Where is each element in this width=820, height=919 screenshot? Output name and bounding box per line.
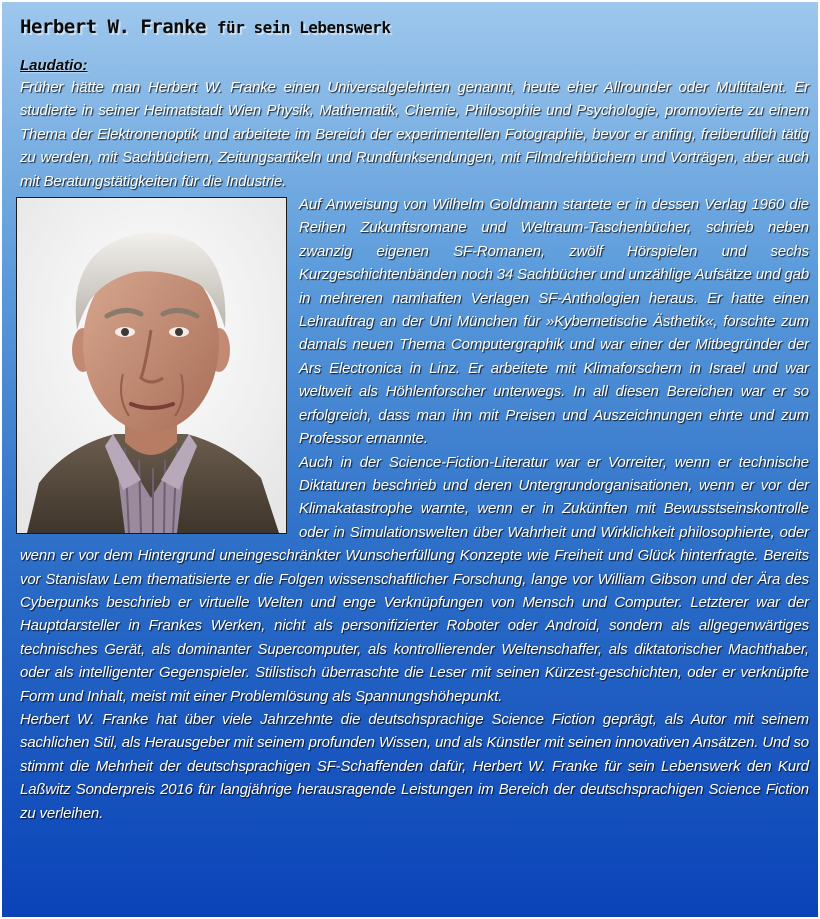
paragraph-career: Auf Anweisung von Wilhelm Goldmann startete er in dessen Verlag 1960 die Reihen Zukunftsromane und Weltraum-Taschenbücher, schrieb neben zwanzig eigenen SF-Romanen, zwölf Hörspielen und sechs Kurzgeschichtenbänden noch 34 Sachbücher und unzählige Aufsätze und gab in mehreren namhaften Verlagen SF-Anthologien heraus. Er hatte einen Lehrauftrag an der Uni München für »Kybernetische Ästhetik«, forschte zum damals neuen Thema Computergraphik und war einer der Mitbegründer der Ars Electronica in Linz. Er arbeitete mit Klimaforschern in Israel und war weltweit als Höhlenforscher unterwegs. In all diesen Bereichen war er so erfolgreich, dass man ihn mit Preisen und Auszeichnungen ehrte und zum Professor ernannte. bbox=[299, 196, 810, 448]
laudatio-text bbox=[20, 56, 809, 825]
title-name: Herbert W. Franke bbox=[20, 16, 206, 38]
paragraph-science-fiction: Auch in der Science-Fiction-Literatur war er Vorreiter, wenn er technische Diktaturen beschrieb und deren Untergrundorganisationen, wenn er vor der Klimakatastrophe warnte, wenn er in Zukünften mit Bewusstseinskontrolle oder in Simulationswelten über Wahrheit und Wirklichkeit philosophierte, oder wenn er vor dem Hintergrund uneingeschränkter Wunscherfüllung Konzepte wie Freiheit und Glück hinterfragte. Bereits vor Stanislaw Lem thematisierte er die Folgen wissenschaftlicher Forschung, lange vor William Gibson und der Ära des Cyberpunks beschrieb er virtuelle Welten und enge Verknüpfungen von Mensch und Computer. Letzterer war der Hauptdarsteller in Frankes Werken, nicht als personifizierter Roboter oder Android, sondern als allgegenwärtiges technisches Gerät, als dominanter Supercomputer, als kontrollierender Weltenschaffer, als diktatorischer Machthaber, oder als intelligenter Gegenspieler. Stilistisch überraschte die Leser mit seinen Kürzest-geschichten, oder er verknüpfte Form und Inhalt, meist mit einer Problemlösung als Spannungshöhepunkt. bbox=[20, 453, 809, 705]
page-title bbox=[20, 16, 390, 38]
portrait-photo bbox=[16, 197, 287, 534]
portrait-illustration bbox=[17, 198, 286, 533]
paragraph-award: Herbert W. Franke hat über viele Jahrzehnte die deutschsprachige Science Fiction geprägt, als Autor mit seinem sachlichen Stil, als Herausgeber mit seinem profunden Wissen, und als Künstler mit seinen innovativen Ansätzen. Und so stimmt die Mehrheit der deutschsprachigen SF-Schaffenden dafür, Herbert W. Franke für sein Lebenswerk den Kurd Laßwitz Sonderpreis 2016 für langjährige herausragende Leistungen im Bereich der deutschsprachigen Science Fiction zu verleihen. bbox=[20, 710, 809, 822]
heading-spacer bbox=[20, 56, 809, 76]
paragraph-intro: Früher hätte man Herbert W. Franke einen Universalgelehrten genannt, heute eher Allrounder oder Multitalent. Er studierte in seiner Heimatstadt Wien Physik, Mathematik, Chemie, Philosophie und Psychologie, promovierte zu einem Thema der Elektronenoptik und arbeitete im Bereich der experimentellen Fotographie, bevor er anfing, freiberuflich tätig zu werden, mit Sachbüchern, Zeitungsartikeln und Rundfunksendungen, mit Filmdrehbüchern und Vorträgen, aber auch mit Beratungstätigkeiten für die Industrie. bbox=[20, 79, 809, 190]
title-suffix: für sein Lebenswerk bbox=[216, 18, 391, 37]
section-heading: Laudatio: bbox=[20, 57, 88, 74]
